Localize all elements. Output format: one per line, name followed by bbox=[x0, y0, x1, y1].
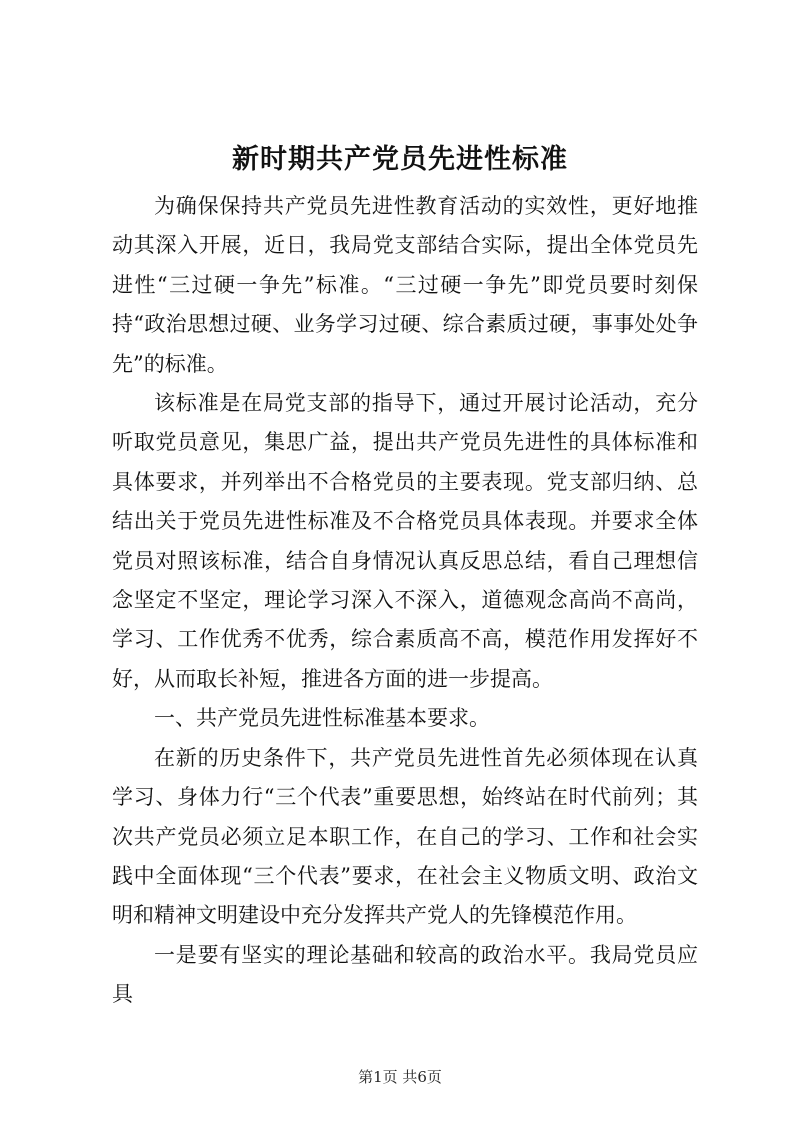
paragraph: 为确保保持共产党员先进性教育活动的实效性，更好地推动其深入开展，近日，我局党支部结合实际，提出全体党员先进性“三过硬一争先”标准。“三过硬一争先”即党员要时刻保持“政治思想过硬、业务学习过硬、综合素质过硬，事事处处争先”的标准。 bbox=[112, 194, 698, 376]
paragraph: 该标准是在局党支部的指导下，通过开展讨论活动，充分听取党员意见，集思广益，提出共产党员先进性的具体标准和具体要求，并列举出不合格党员的主要表现。党支部归纳、总结出关于党员先进性标准及不合格党员具体表现。并要求全体党员对照该标准，结合自身情况认真反思总结，看自己理想信念坚定不坚定，理论学习深入不深入，道德观念高尚不高尚，学习、工作优秀不优秀，综合素质高不高，模范作用发挥好不好，从而取长补短，推进各方面的进一步提高。 bbox=[112, 391, 698, 691]
paragraph: 在新的历史条件下，共产党员先进性首先必须体现在认真学习、身体力行“三个代表”重要思想，始终站在时代前列；其次共产党员必须立足本职工作，在自己的学习、工作和社会实践中全面体现“三个代表”要求，在社会主义物质文明、政治文明和精神文明建设中充分发挥共产党人的先锋模范作用。 bbox=[112, 745, 698, 928]
page-footer: 第1页 共6页 bbox=[358, 1068, 442, 1086]
document-body bbox=[112, 187, 698, 1015]
paragraph: 一是要有坚实的理论基础和较高的政治水平。我局党员应具 bbox=[112, 942, 698, 1007]
page-title: 新时期共产党员先进性标准 bbox=[232, 144, 568, 175]
section-heading: 一、共产党员先进性标准基本要求。 bbox=[154, 706, 490, 731]
